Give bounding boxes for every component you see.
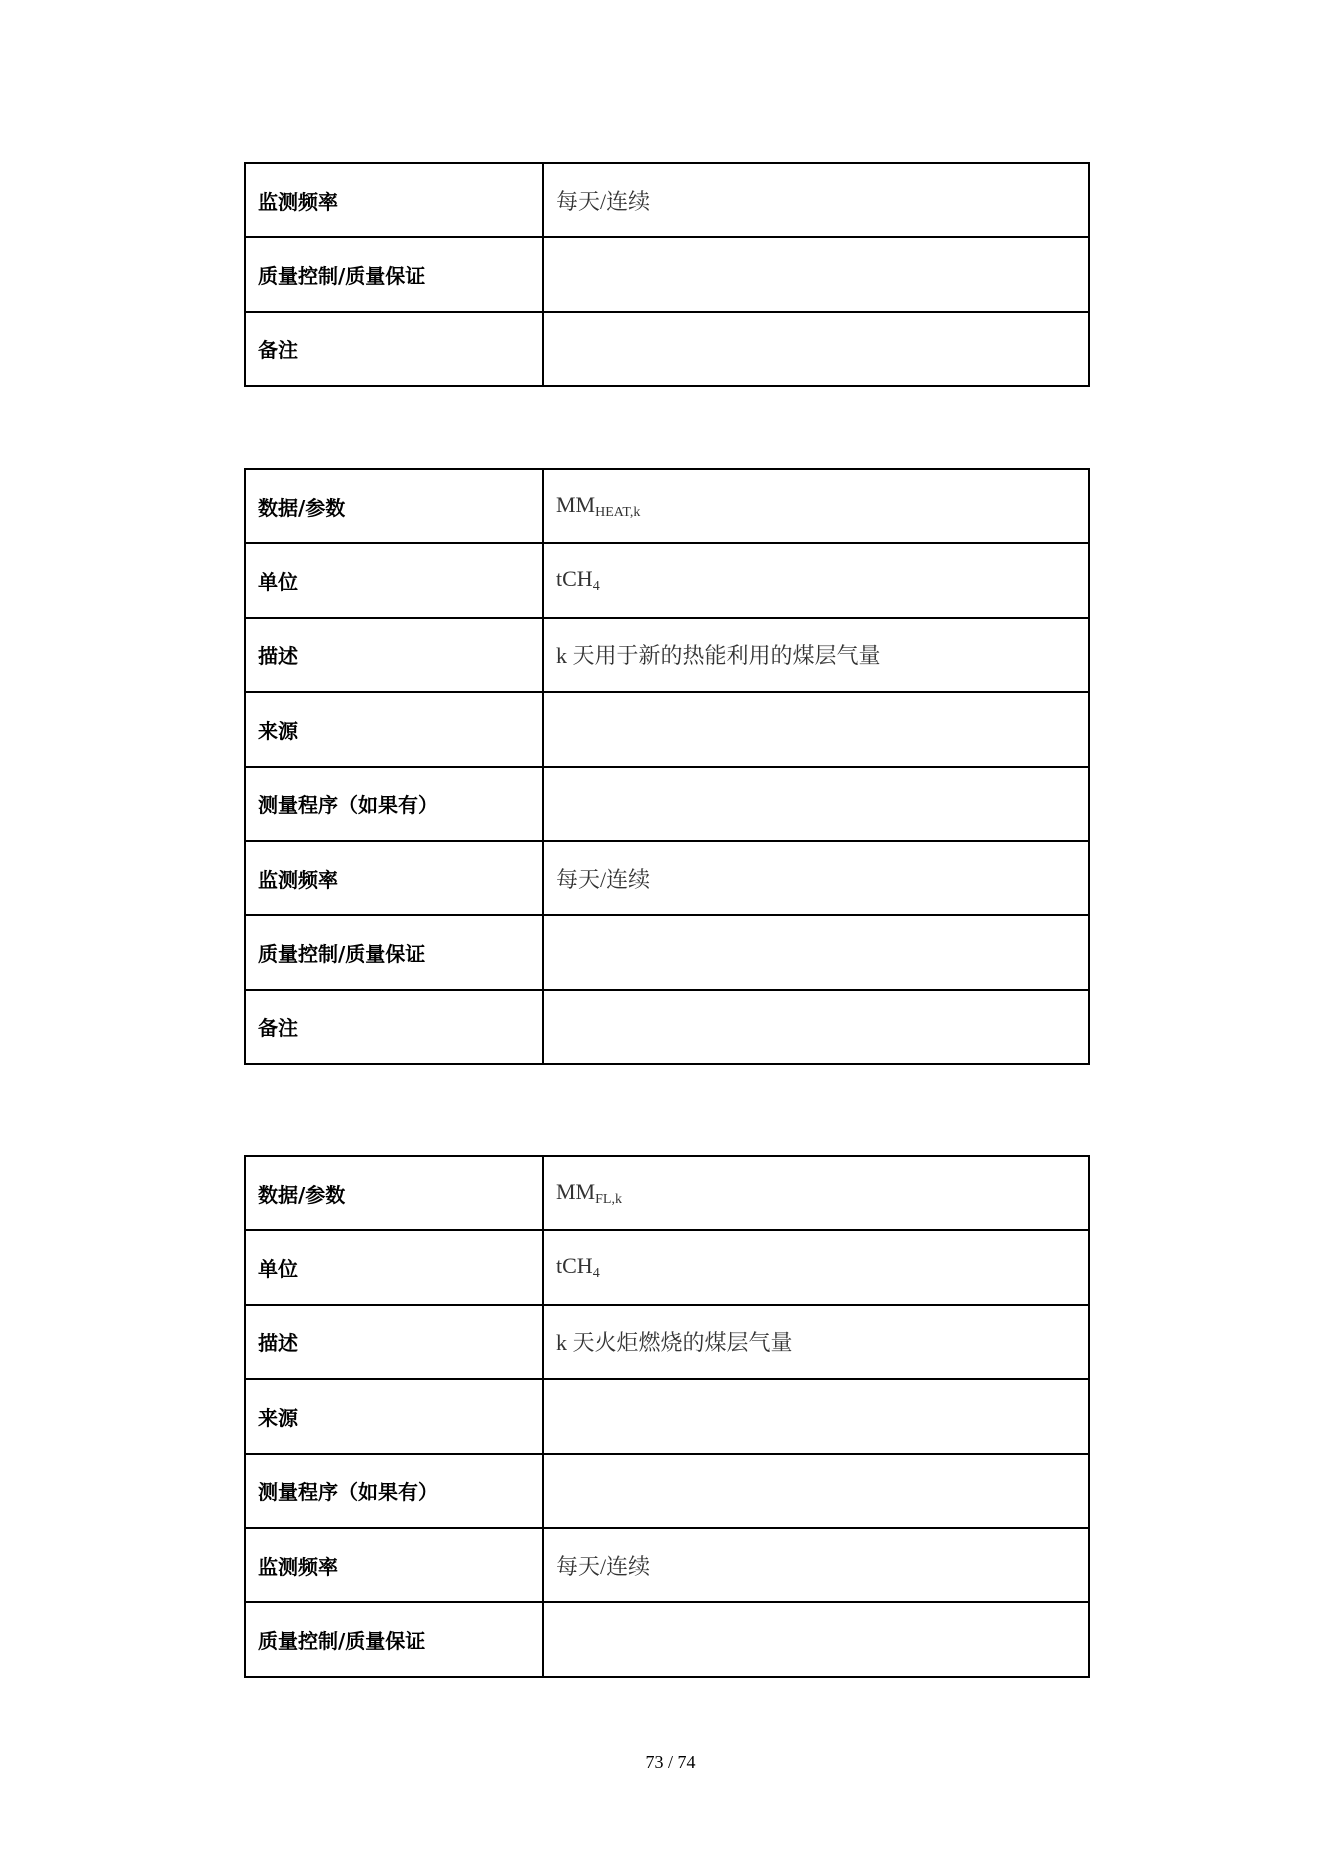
parameter-table (244, 162, 1090, 387)
table-row (245, 1379, 1089, 1453)
table-row (245, 1528, 1089, 1602)
value-text: tCH (556, 1253, 593, 1279)
table-row (245, 1156, 1089, 1230)
table-row (245, 1305, 1089, 1379)
table-row (245, 1454, 1089, 1528)
value-subscript: 4 (592, 579, 600, 595)
table-row (245, 692, 1089, 766)
row-value (543, 841, 1089, 915)
row-label: 监测频率 (245, 1528, 543, 1602)
table-row (245, 618, 1089, 692)
table-row (245, 990, 1089, 1064)
row-value (543, 990, 1089, 1064)
row-label: 数据/参数 (245, 469, 543, 543)
value-text: tCH (556, 566, 593, 592)
value-subscript: 4 (592, 1266, 600, 1282)
value-text: k 天用于新的热能利用的煤层气量 (556, 643, 881, 669)
value-text: MM (556, 491, 596, 517)
value-text: 每天/连续 (556, 1553, 651, 1579)
parameter-table (244, 468, 1090, 1065)
row-label: 备注 (245, 990, 543, 1064)
row-label: 质量控制/质量保证 (245, 1602, 543, 1676)
table-row (245, 915, 1089, 989)
row-value (543, 767, 1089, 841)
row-label: 数据/参数 (245, 1156, 543, 1230)
row-label: 来源 (245, 1379, 543, 1453)
value-text: k 天火炬燃烧的煤层气量 (556, 1330, 793, 1356)
table-row (245, 841, 1089, 915)
table-row (245, 312, 1089, 386)
table-row (245, 1602, 1089, 1676)
row-value (543, 1454, 1089, 1528)
row-value (543, 1528, 1089, 1602)
row-value (543, 163, 1089, 237)
row-label: 质量控制/质量保证 (245, 915, 543, 989)
value-text: 每天/连续 (556, 188, 651, 214)
row-label: 监测频率 (245, 163, 543, 237)
row-label: 单位 (245, 1230, 543, 1304)
row-label: 质量控制/质量保证 (245, 237, 543, 311)
row-label: 监测频率 (245, 841, 543, 915)
row-label: 描述 (245, 618, 543, 692)
page-number: 73 / 74 (645, 1752, 696, 1772)
row-value (543, 1230, 1089, 1304)
table-row (245, 237, 1089, 311)
row-value (543, 237, 1089, 311)
value-subscript: HEAT,k (595, 504, 641, 520)
parameter-table (244, 1155, 1090, 1678)
row-value (543, 692, 1089, 766)
row-value (543, 1379, 1089, 1453)
row-value (543, 1602, 1089, 1676)
row-value (543, 1305, 1089, 1379)
table-row (245, 1230, 1089, 1304)
row-value (543, 543, 1089, 617)
row-label: 来源 (245, 692, 543, 766)
row-label: 测量程序（如果有） (245, 767, 543, 841)
table-row (245, 163, 1089, 237)
row-label: 描述 (245, 1305, 543, 1379)
row-value (543, 469, 1089, 543)
table-row (245, 469, 1089, 543)
value-text: 每天/连续 (556, 866, 651, 892)
value-subscript: FL,k (595, 1191, 622, 1207)
value-text: MM (556, 1178, 596, 1204)
row-label: 备注 (245, 312, 543, 386)
row-label: 单位 (245, 543, 543, 617)
row-value (543, 915, 1089, 989)
table-row (245, 767, 1089, 841)
table-row (245, 543, 1089, 617)
row-value (543, 1156, 1089, 1230)
row-label: 测量程序（如果有） (245, 1454, 543, 1528)
row-value (543, 312, 1089, 386)
row-value (543, 618, 1089, 692)
